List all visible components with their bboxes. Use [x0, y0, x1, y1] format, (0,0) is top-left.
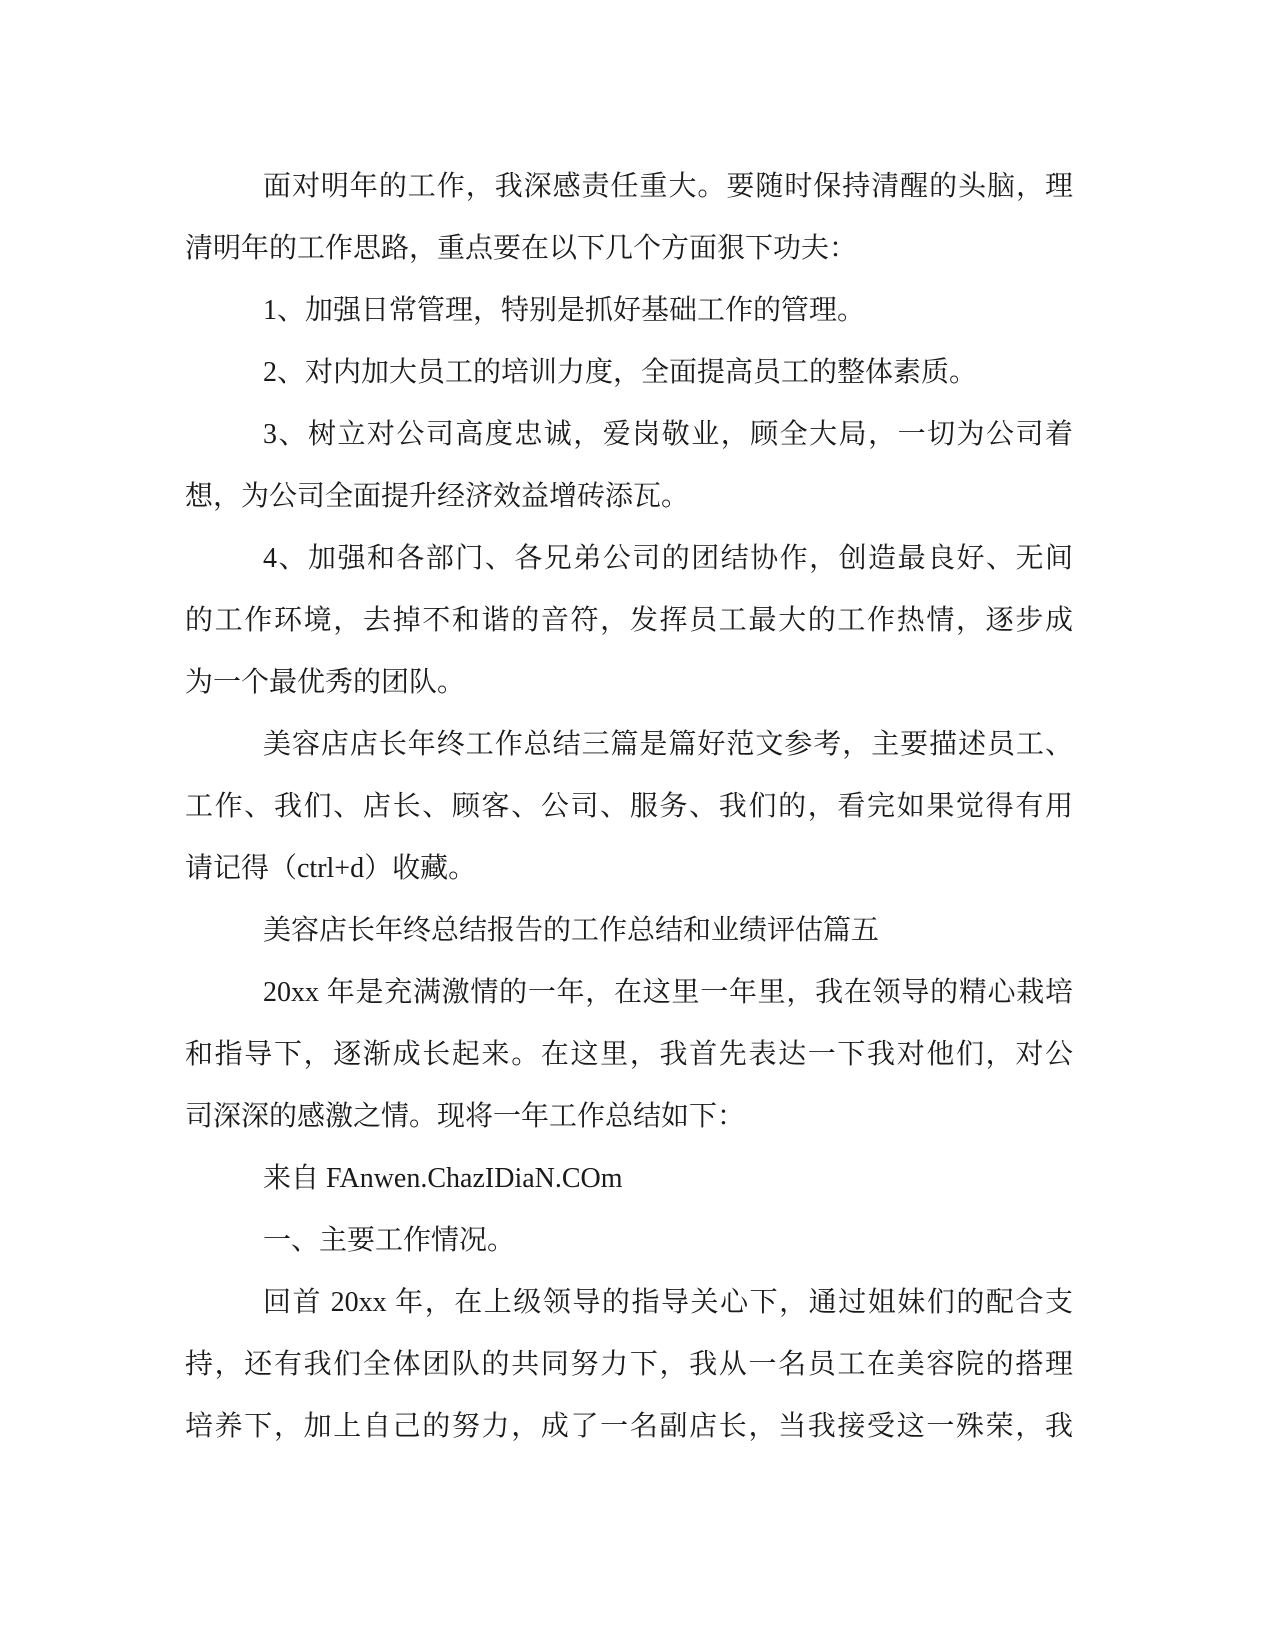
text-line: 培养下，加上自己的努力，成了一名副店长，当我接受这一殊荣，我: [185, 1411, 1073, 1442]
text-line: 面对明年的工作，我深感责任重大。要随时保持清醒的头脑，理: [263, 171, 1073, 202]
text-line: 回首 20xx 年，在上级领导的指导关心下，通过姐妹们的配合支: [263, 1287, 1073, 1318]
text-line: 美容店长年终总结报告的工作总结和业绩评估篇五: [263, 915, 880, 946]
text-line: 工作、我们、店长、顾客、公司、服务、我们的，看完如果觉得有用: [185, 791, 1073, 822]
text-line: 1、加强日常管理，特别是抓好基础工作的管理。: [263, 295, 866, 326]
text-line: 来自 FAnwen.ChazIDiaN.COm: [263, 1163, 623, 1194]
text-line: 清明年的工作思路，重点要在以下几个方面狠下功夫：: [185, 233, 858, 264]
text-block: [185, 156, 1073, 1458]
text-line: 美容店店长年终工作总结三篇是篇好范文参考，主要描述员工、: [263, 729, 1073, 760]
text-line: 3、树立对公司高度忠诚，爱岗敬业，顾全大局，一切为公司着: [263, 419, 1073, 450]
text-line: 一、主要工作情况。: [263, 1225, 516, 1256]
text-line: 为一个最优秀的团队。: [185, 667, 466, 698]
text-line: 20xx 年是充满激情的一年，在这里一年里，我在领导的精心栽培: [263, 977, 1073, 1008]
text-line: 司深深的感激之情。现将一年工作总结如下：: [185, 1101, 746, 1132]
text-line: 请记得（ctrl+d）收藏。: [185, 853, 477, 884]
text-line: 和指导下，逐渐成长起来。在这里，我首先表达一下我对他们，对公: [185, 1039, 1073, 1070]
text-line: 想，为公司全面提升经济效益增砖添瓦。: [185, 481, 690, 512]
text-line: 的工作环境，去掉不和谐的音符，发挥员工最大的工作热情，逐步成: [185, 605, 1073, 636]
text-line: 2、对内加大员工的培训力度，全面提高员工的整体素质。: [263, 357, 978, 388]
text-line: 持，还有我们全体团队的共同努力下，我从一名员工在美容院的搭理: [185, 1349, 1073, 1380]
text-line: 4、加强和各部门、各兄弟公司的团结协作，创造最良好、无间: [263, 543, 1073, 574]
